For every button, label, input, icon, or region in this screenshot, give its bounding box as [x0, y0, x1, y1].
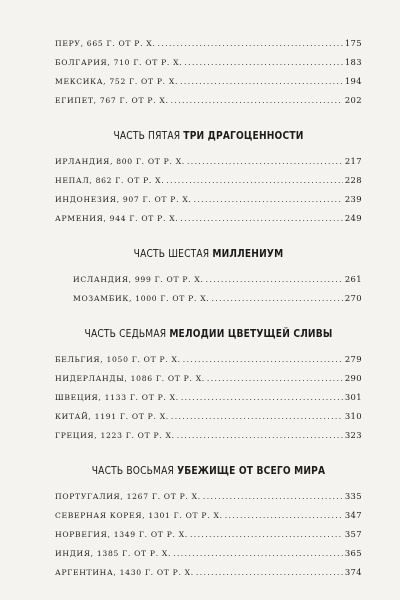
- dot-leader: [181, 393, 343, 402]
- entry-page-number: 365: [344, 548, 362, 558]
- entry-page-number: 249: [344, 213, 362, 223]
- part-heading: [76, 328, 340, 340]
- dot-leader: [177, 431, 343, 440]
- entry-title: ИНДИЯ, 1385 Г. ОТ Р. Х.: [55, 549, 172, 558]
- dot-leader: [180, 77, 343, 86]
- toc-part-five: [55, 130, 362, 232]
- dot-leader: [196, 568, 343, 577]
- entry-page-number: 290: [344, 373, 362, 383]
- toc-section-top: [55, 38, 362, 114]
- entry-page-number: 239: [344, 194, 362, 204]
- entry-title: НОРВЕГИЯ, 1349 Г. ОТ Р. Х.: [55, 530, 188, 539]
- entry-title: МЕКСИКА, 752 Г. ОТ Р. Х.: [55, 77, 179, 86]
- entry-page-number: 270: [344, 293, 362, 303]
- dot-leader: [211, 294, 342, 303]
- toc-entry: [55, 510, 362, 529]
- part-title: УБЕЖИЩЕ ОТ ВСЕГО МИРА: [177, 465, 326, 477]
- toc-part-seven: [55, 328, 362, 449]
- dot-leader: [184, 58, 342, 67]
- entry-title: ШВЕЦИЯ, 1133 Г. ОТ Р. Х.: [55, 393, 179, 402]
- toc-entry: [55, 38, 362, 57]
- entry-page-number: 183: [344, 57, 362, 67]
- part-label: ЧАСТЬ ВОСЬМАЯ: [91, 465, 174, 477]
- toc-entry: [55, 491, 362, 510]
- entry-title: ГРЕЦИЯ, 1223 Г. ОТ Р. Х.: [55, 431, 175, 440]
- dot-leader: [194, 195, 343, 204]
- dot-leader: [187, 157, 343, 166]
- toc-entry: [55, 76, 362, 95]
- entry-page-number: 323: [344, 430, 362, 440]
- toc-entry: [55, 548, 362, 567]
- entry-page-number: 374: [344, 567, 362, 577]
- entry-page-number: 217: [344, 156, 362, 166]
- dot-leader: [180, 214, 342, 223]
- dot-leader: [207, 374, 343, 383]
- part-heading: [76, 130, 340, 142]
- part-title: ТРИ ДРАГОЦЕННОСТИ: [183, 130, 304, 142]
- toc-entry: [55, 57, 362, 76]
- dot-leader: [206, 275, 343, 284]
- dot-leader: [171, 96, 343, 105]
- entry-page-number: 228: [344, 175, 362, 185]
- entry-title: ИСЛАНДИЯ, 999 Г. ОТ Р. Х.: [73, 275, 204, 284]
- toc-entry: [55, 274, 362, 293]
- entry-page-number: 310: [344, 411, 362, 421]
- entry-page-number: 175: [344, 38, 362, 48]
- toc-entry: [55, 430, 362, 449]
- toc-entry: [55, 354, 362, 373]
- part-title: МИЛЛЕНИУМ: [212, 248, 284, 260]
- entry-title: НИДЕРЛАНДЫ, 1086 Г. ОТ Р. Х.: [55, 374, 205, 383]
- table-of-contents: [55, 38, 362, 586]
- toc-entry: [55, 293, 362, 312]
- part-title: МЕЛОДИИ ЦВЕТУЩЕЙ СЛИВЫ: [169, 328, 333, 340]
- entry-title: СЕВЕРНАЯ КОРЕЯ, 1301 Г. ОТ Р. Х.: [55, 511, 223, 520]
- toc-part-six: [55, 248, 362, 312]
- entry-title: ПЕРУ, 665 Г. ОТ Р. Х.: [55, 39, 156, 48]
- entry-page-number: 202: [344, 95, 362, 105]
- dot-leader: [190, 530, 343, 539]
- dot-leader: [203, 492, 343, 501]
- part-heading: [76, 248, 340, 260]
- entry-page-number: 335: [344, 491, 362, 501]
- toc-entry: [55, 529, 362, 548]
- entry-title: ЕГИПЕТ, 767 Г. ОТ Р. Х.: [55, 96, 169, 105]
- dot-leader: [171, 412, 343, 421]
- dot-leader: [166, 176, 342, 185]
- toc-entry: [55, 175, 362, 194]
- toc-entry: [55, 373, 362, 392]
- dot-leader: [173, 549, 343, 558]
- entry-title: БОЛГАРИЯ, 710 Г. ОТ Р. Х.: [55, 58, 183, 67]
- entry-page-number: 279: [344, 354, 362, 364]
- entry-title: ПОРТУГАЛИЯ, 1267 Г. ОТ Р. Х.: [55, 492, 201, 501]
- entry-page-number: 194: [344, 76, 362, 86]
- entry-title: МОЗАМБИК, 1000 Г. ОТ Р. Х.: [73, 294, 210, 303]
- toc-part-eight: [55, 465, 362, 586]
- entry-title: НЕПАЛ, 862 Г. ОТ Р. Х.: [55, 176, 165, 185]
- part-label: ЧАСТЬ ШЕСТАЯ: [133, 248, 210, 260]
- part-label: ЧАСТЬ ПЯТАЯ: [113, 130, 181, 142]
- entry-title: АРГЕНТИНА, 1430 Г. ОТ Р. Х.: [55, 568, 194, 577]
- entry-page-number: 301: [344, 392, 362, 402]
- entry-page-number: 347: [344, 510, 362, 520]
- entry-page-number: 261: [344, 274, 362, 284]
- toc-entry: [55, 194, 362, 213]
- dot-leader: [158, 39, 343, 48]
- part-label: ЧАСТЬ СЕДЬМАЯ: [84, 328, 167, 340]
- dot-leader: [183, 355, 343, 364]
- toc-entry: [55, 567, 362, 586]
- entry-title: БЕЛЬГИЯ, 1050 Г. ОТ Р. Х.: [55, 355, 181, 364]
- entry-title: АРМЕНИЯ, 944 Г. ОТ Р. Х.: [55, 214, 179, 223]
- toc-entry: [55, 392, 362, 411]
- toc-entry: [55, 213, 362, 232]
- entry-page-number: 357: [344, 529, 362, 539]
- toc-entry: [55, 156, 362, 175]
- toc-entry: [55, 95, 362, 114]
- part-heading: [76, 465, 340, 477]
- entry-title: КИТАЙ, 1191 Г. ОТ Р. Х.: [55, 412, 169, 421]
- dot-leader: [225, 511, 343, 520]
- toc-entry: [55, 411, 362, 430]
- entry-title: ИРЛАНДИЯ, 800 Г. ОТ Р. Х.: [55, 157, 185, 166]
- entry-title: ИНДОНЕЗИЯ, 907 Г. ОТ Р. Х.: [55, 195, 192, 204]
